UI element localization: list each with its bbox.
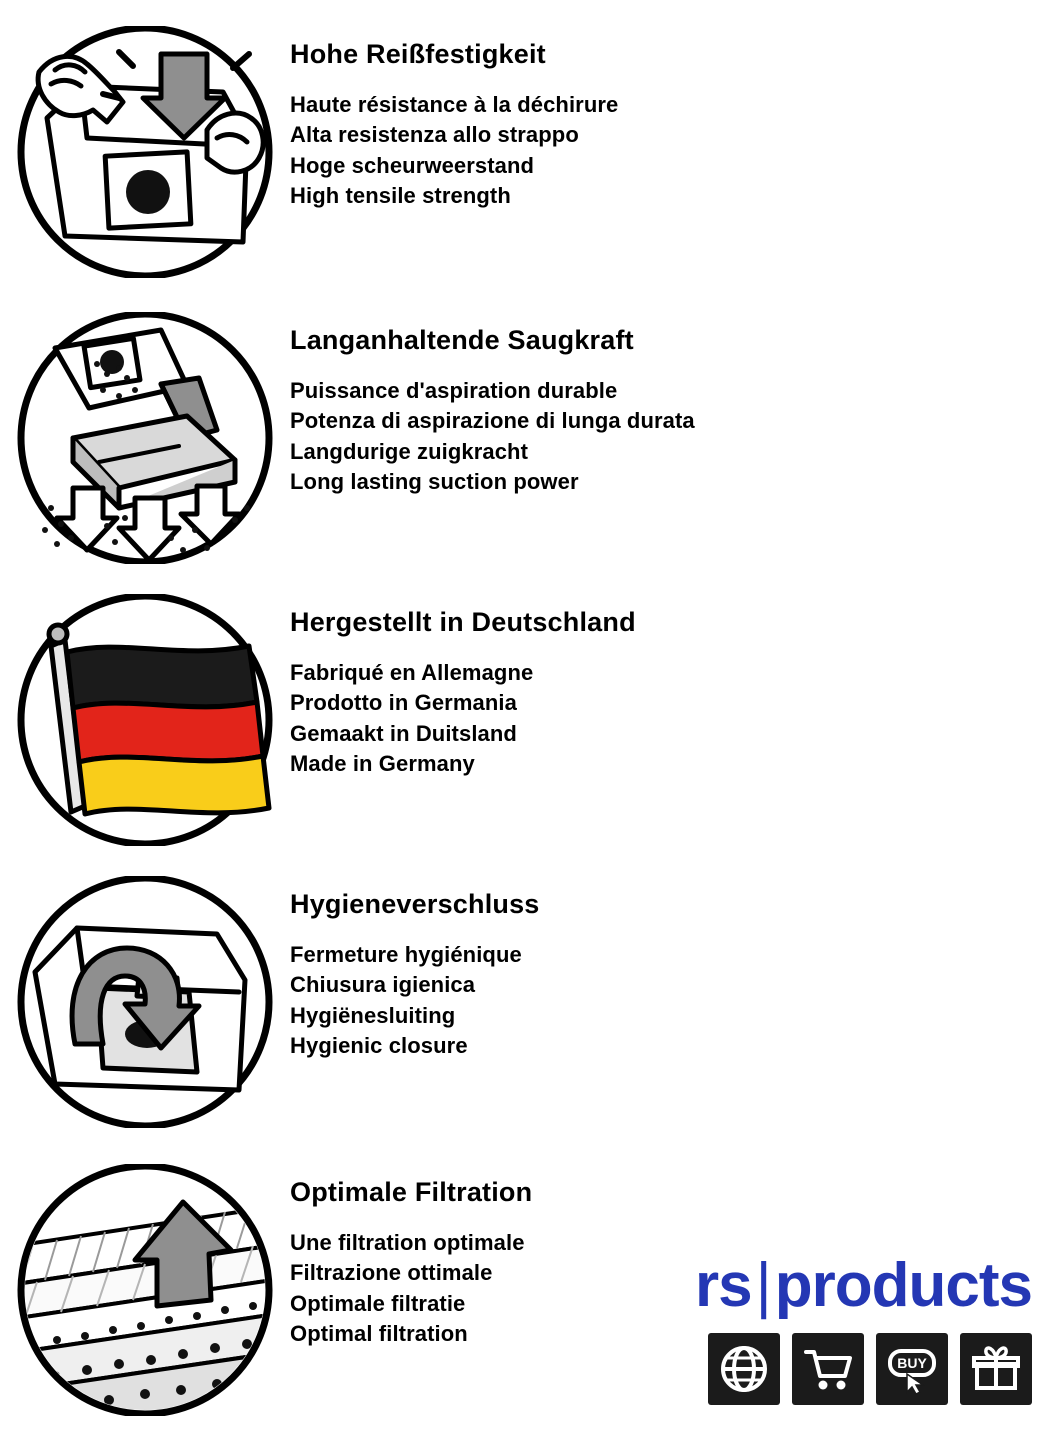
globe-icon: [708, 1333, 780, 1405]
feature-line: High tensile strength: [290, 183, 511, 209]
bag-tear-resistance-icon: [11, 26, 279, 278]
icon-container: [0, 590, 290, 846]
svg-text:BUY: BUY: [897, 1355, 927, 1371]
vacuum-nozzle-suction-icon: [11, 312, 279, 564]
feature-line: Long lasting suction power: [290, 469, 579, 495]
feature-line: Hygiënesluiting: [290, 1002, 456, 1028]
brand-icon-row: [642, 1333, 1032, 1405]
icon-container: [0, 308, 290, 564]
feature-block-hygienic-closure: [0, 872, 1040, 1128]
german-flag-icon: [11, 594, 279, 846]
feature-line: Fabriqué en Allemagne: [290, 659, 534, 685]
feature-block-made-in-germany: [0, 590, 1040, 846]
feature-line: Made in Germany: [290, 751, 475, 777]
feature-line: Gemaakt in Duitsland: [290, 720, 517, 746]
feature-headline: Hohe Reißfestigkeit: [290, 39, 546, 69]
icon-container: [0, 1160, 290, 1416]
feature-line: Chiusura igienica: [290, 972, 476, 998]
feature-line: Filtrazione ottimale: [290, 1260, 493, 1286]
feature-line: Hoge scheurweerstand: [290, 152, 535, 178]
feature-line: Potenza di aspirazione di lunga durata: [290, 408, 695, 434]
feature-line: Optimale filtratie: [290, 1290, 466, 1316]
feature-block-tear-resistance: [0, 22, 1040, 278]
feature-text: [290, 872, 1040, 1062]
feature-line: Prodotto in Germania: [290, 690, 517, 716]
brand-logo: [642, 1251, 1032, 1405]
feature-headline: Hergestellt in Deutschland: [290, 607, 636, 637]
shopping-cart-icon: [792, 1333, 864, 1405]
gift-box-icon: [960, 1333, 1032, 1405]
icon-container: [0, 872, 290, 1128]
feature-text: [290, 308, 1040, 498]
feature-line: Alta resistenza allo strappo: [290, 122, 579, 148]
brand-second: products: [774, 1251, 1032, 1320]
feature-headline: Hygieneverschluss: [290, 889, 540, 919]
feature-headline: Langanhaltende Saugkraft: [290, 325, 634, 355]
brand-separator: |: [755, 1251, 771, 1320]
hygienic-closure-icon: [11, 876, 279, 1128]
feature-text: [290, 590, 1040, 780]
feature-line: Haute résistance à la déchirure: [290, 91, 619, 117]
feature-line: Optimal filtration: [290, 1321, 468, 1347]
feature-block-suction-power: [0, 308, 1040, 564]
feature-text: [290, 22, 1040, 212]
buy-button-icon: [876, 1333, 948, 1405]
feature-line: Hygienic closure: [290, 1033, 468, 1059]
feature-line: Fermeture hygiénique: [290, 941, 522, 967]
feature-line: Langdurige zuigkracht: [290, 438, 529, 464]
feature-headline: Optimale Filtration: [290, 1177, 533, 1207]
brand-wordmark: [642, 1251, 1032, 1320]
feature-line: Une filtration optimale: [290, 1229, 525, 1255]
multi-layer-filtration-icon: [11, 1164, 279, 1416]
brand-first: rs: [695, 1251, 752, 1320]
feature-line: Puissance d'aspiration durable: [290, 377, 618, 403]
icon-container: [0, 22, 290, 278]
